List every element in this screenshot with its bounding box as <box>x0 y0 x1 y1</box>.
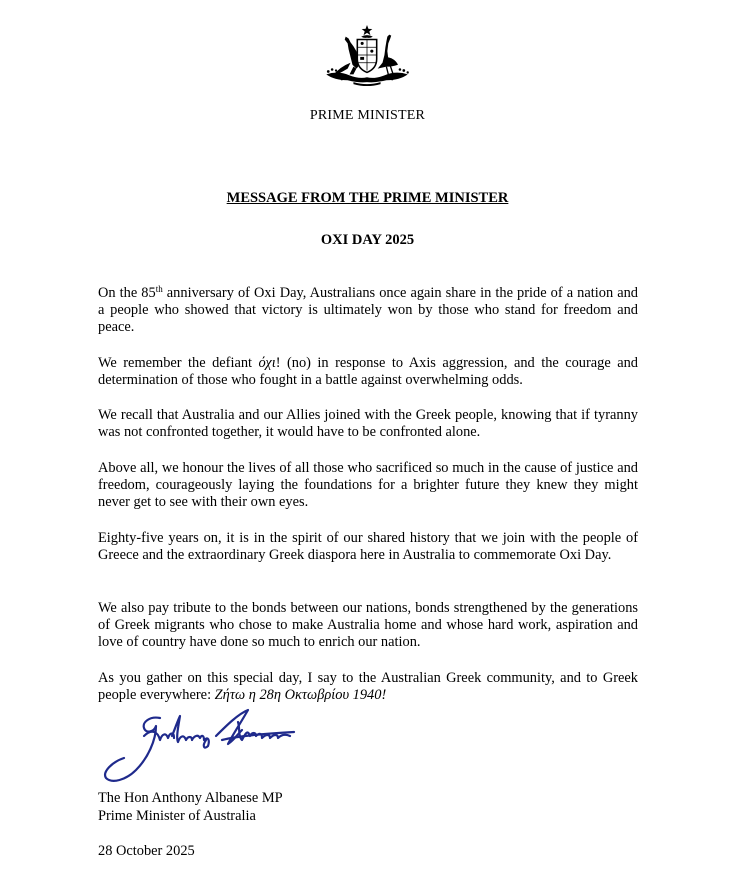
paragraph-honour: Above all, we honour the lives of all those who sacrificed so much in the cause of justice and freedom, courageously laying the foundations for a brighter future they knew they might never get to see with their own eyes. <box>98 460 638 510</box>
signatory-name: The Hon Anthony Albanese MP <box>98 790 283 806</box>
page-title: MESSAGE FROM THE PRIME MINISTER <box>226 190 509 206</box>
paragraph-tribute: We also pay tribute to the bonds between our nations, bonds strengthened by the generations of Greek migrants who chose to make Australia home and whose hard work, aspiration and love of country have done so much to enrich our nation. <box>98 600 638 650</box>
paragraph-anniversary: On the 85th anniversary of Oxi Day, Australians once again share in the pride of a nation and a people who showed that victory is ultimately won by those who stand for freedom and peace. <box>98 284 638 335</box>
coat-of-arms-icon <box>318 24 416 86</box>
page-subtitle: OXI DAY 2025 <box>320 232 415 248</box>
signatory-role: Prime Minister of Australia <box>98 808 256 824</box>
office-heading: PRIME MINISTER <box>309 108 426 123</box>
paragraph-remember: We remember the defiant όχι! (no) in response to Axis aggression, and the courage and determination of those who fought in a battle against overwhelming odds. <box>98 355 638 388</box>
signature-image <box>98 706 310 788</box>
letter-date: 28 October 2025 <box>98 843 195 859</box>
paragraph-allies: We recall that Australia and our Allies joined with the Greek people, knowing that if tyranny was not confronted together, it would have to be confronted alone. <box>98 407 638 440</box>
paragraph-shared-history: Eighty-five years on, it is in the spirit of our shared history that we join with the people of Greece and the extraordinary Greek diaspora here in Australia to commemorate Oxi Day. <box>98 530 638 563</box>
paragraph-greeting: As you gather on this special day, I say to the Australian Greek community, and to Greek people everywhere: Ζήτω η 28η Οκτωβρίου 1940! <box>98 670 638 703</box>
